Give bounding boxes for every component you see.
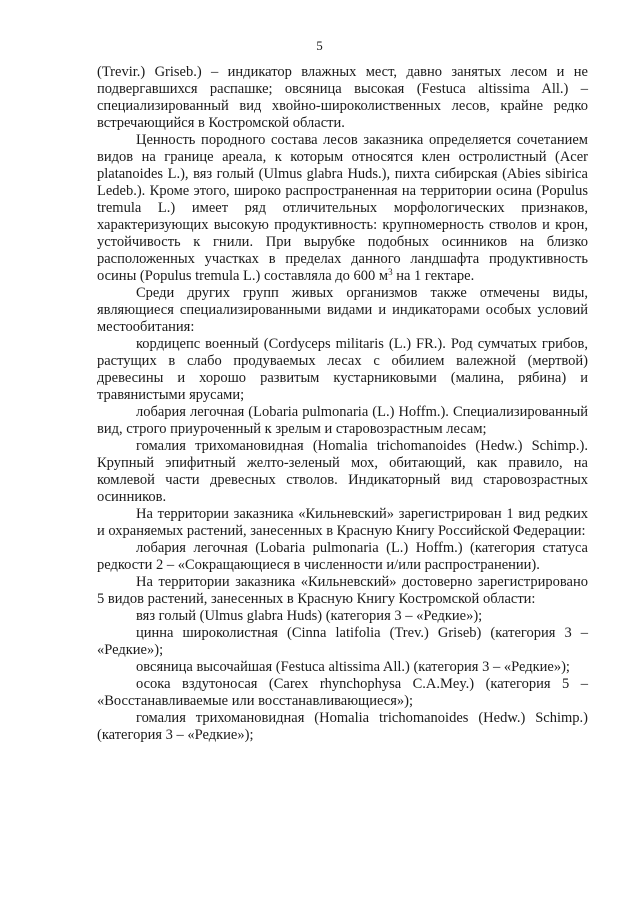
list-item: овсяница высочайшая (Festuca altissima All.) (категория 3 – «Редкие»); — [136, 659, 570, 675]
paragraph-text-end: на 1 гектаре. — [392, 268, 475, 284]
paragraph: лобария легочная (Lobaria pulmonaria (L.) Hoffm.). Специализированный вид, строго приуроченный к зрелым и старовозрастным лесам; — [97, 404, 588, 437]
paragraph — [97, 132, 588, 285]
paragraph: лобария легочная (Lobaria pulmonaria (L.) Hoffm.) (категория статуса редкости 2 – «Сокращающиеся в численности и/или распространении). — [97, 540, 588, 573]
volume-text: до 600 м — [335, 268, 389, 284]
list-item: осока вздутоносая (Carex rhynchophysa C.A.Mey.) (категория 5 – «Восстанавливаемые или восстанавливающиеся»); — [97, 676, 588, 709]
list-item: вяз голый (Ulmus glabra Huds) (категория 3 – «Редкие»); — [136, 608, 483, 624]
superscript: 3 — [388, 267, 393, 277]
paragraph: кордицепс военный (Cordyceps militaris (L.) FR.). Род сумчатых грибов, растущих в слабо продуваемых лесах с обилием валежной (мертвой) древесины и хорошо развитым кустарниковыми (малина, рябина) и травянистыми ярусами; — [97, 336, 588, 403]
list-item: гомалия трихомановидная (Homalia trichomanoides (Hedw.) Schimp.) (категория 3 – «Редкие»); — [97, 710, 588, 743]
paragraph: Среди других групп живых организмов также отмечены виды, являющиеся специализированными видами и индикаторами особых условий местообитания: — [97, 285, 588, 335]
paragraph: (Trevir.) Griseb.) – индикатор влажных мест, давно занятых лесом и не подвергавшихся распашке; овсяница высокая (Festuca altissima All.) – специализированный вид хвойно-широколиственных лесов, крайне редко встречающийся в Костромской области. — [97, 64, 588, 131]
paragraph: На территории заказника «Кильневский» зарегистрирован 1 вид редких и охраняемых растений, занесенных в Красную Книгу Российской Федерации: — [97, 506, 588, 539]
body-text — [97, 64, 588, 744]
paragraph-text: Ценность породного состава лесов заказника определяется сочетанием видов на границе ареала, к которым относятся клен остролистный (Acer platanoides L.), вяз голый (Ulmus glabra Huds.), пихта сибирская (Abies sibirica Ledeb.). Кроме этого, широко распространенная на территории осина (Populus tremula L.) имеет ряд отличительных морфологических признаков, характеризующих высокую продуктивность: крупномерность стволов и крон, устойчивость к гнили. При вырубке подобных осинников на близко расположенных участках в пределах данного ландшафта продуктивность осины (Populus tremula L.) составляла — [97, 132, 588, 284]
list-item: цинна широколистная (Cinna latifolia (Trev.) Griseb) (категория 3 – «Редкие»); — [97, 625, 588, 658]
paragraph: На территории заказника «Кильневский» достоверно зарегистрировано 5 видов растений, занесенных в Красную Книгу Костромской области: — [97, 574, 588, 607]
page-number: 5 — [316, 38, 323, 53]
paragraph: гомалия трихомановидная (Homalia trichomanoides (Hedw.) Schimp.). Крупный эпифитный желто-зеленый мох, обитающий, как правило, на комлевой части древесных стволов. Индикаторный вид старовозрастных осинников. — [97, 438, 588, 505]
